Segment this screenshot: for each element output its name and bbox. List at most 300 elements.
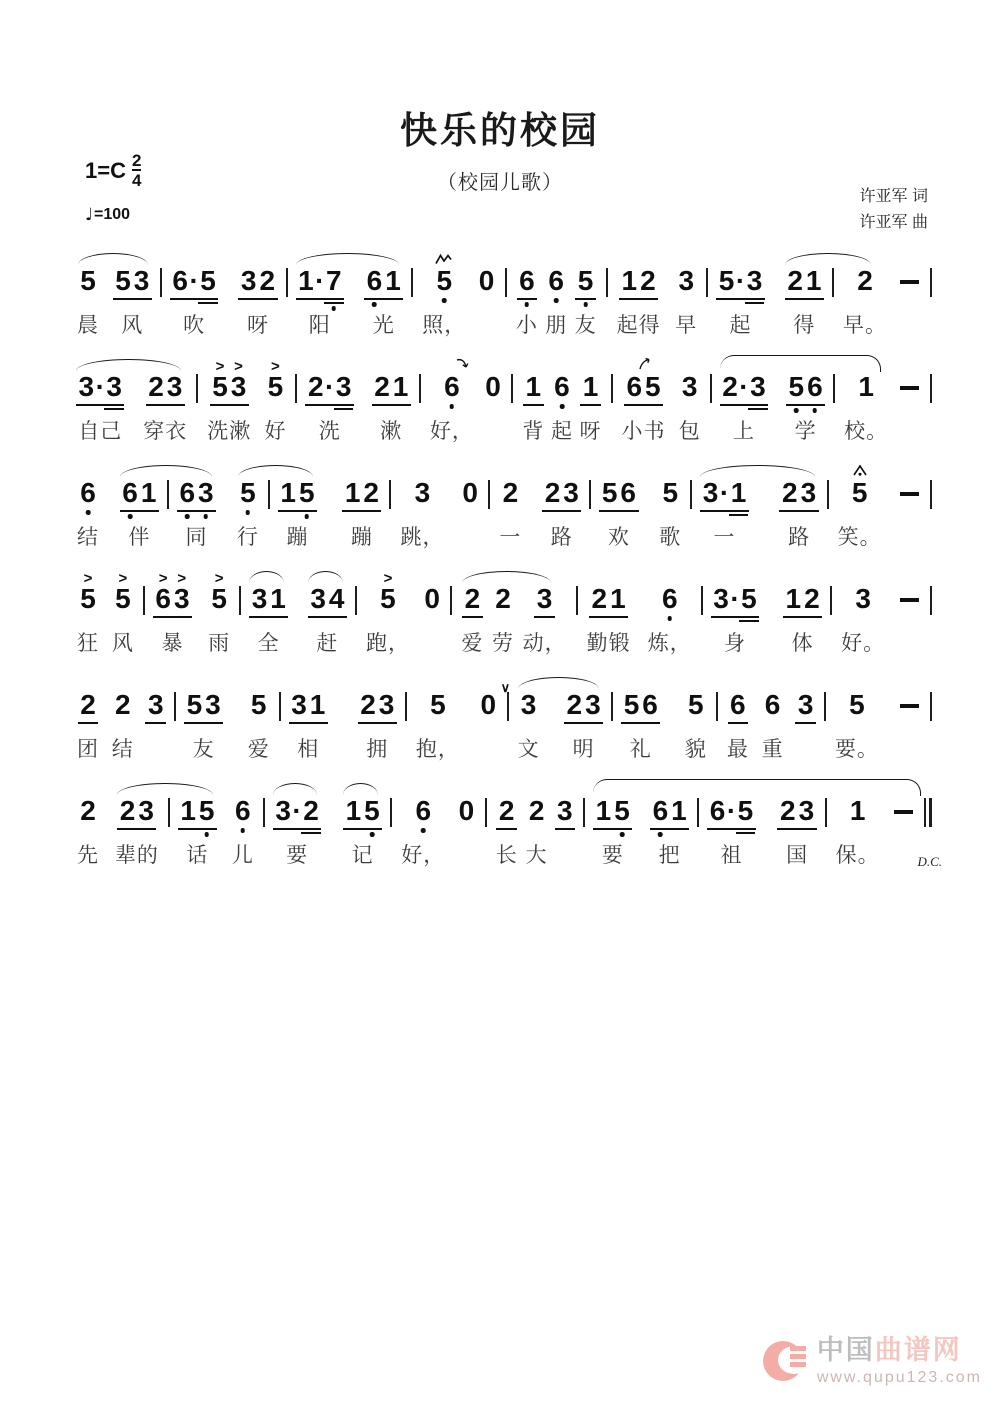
note [178,478,215,508]
lyric-syllable: 起 [550,420,573,443]
watermark-url: www.qupu123.com [816,1368,982,1386]
eighth-underline [296,298,344,300]
held-dash [900,704,919,708]
eighth-underline [619,298,658,300]
note-digit: 5 > [380,570,396,614]
note-cell [898,564,921,655]
lyric-syllable: 跳， [400,526,445,549]
held-dash [900,386,919,390]
lyric-syllable: 明 [572,738,595,761]
lyric-syllable: 伴 [128,526,151,549]
lyric-syllable: 雨 [208,632,231,655]
note [297,266,343,296]
final-bar-thick [929,798,933,827]
eighth-underline [117,828,156,830]
dot-rhythm: · [189,265,199,296]
system-2 [75,352,932,449]
note [717,266,763,296]
lyric-syllable: 结 [111,738,134,761]
gliss-down-icon [455,357,470,371]
eighth-underline [700,510,748,512]
measure [490,458,589,549]
dot-rhythm: · [315,265,325,296]
note-digit: 6 [444,372,460,402]
note-digit: 3 [681,371,698,402]
low-octave-dot [204,832,209,837]
lyric-syllable: 话 [186,844,209,867]
note-digit: 3 [678,265,695,296]
measure [162,246,286,337]
note-cell [600,458,637,549]
eighth-underline [650,828,689,830]
note-cell [401,776,445,867]
note-digit: 3 [798,795,815,826]
lyric-syllable: 貌 [684,738,707,761]
note [234,796,253,826]
note-digit: 5 [578,266,594,296]
note-digit: 2 [640,265,656,296]
lyric-syllable: 长 [495,844,518,867]
note-cell [898,458,921,549]
note-digit: 6 [122,478,138,508]
lyric-syllable: 照， [422,314,467,337]
dot-rhythm: · [292,795,302,826]
slur [720,355,882,372]
note-cell [784,564,821,655]
dot-rhythm: · [719,477,730,508]
measure [413,246,505,337]
note [79,570,98,614]
dc-marking: D.C. [917,854,943,869]
note-digit: 6 [172,265,188,296]
lyric-syllable: 抱， [415,738,460,761]
lyric-syllable: 小 [515,314,538,337]
note [787,372,824,402]
note-digit: 5 [80,265,96,296]
eighth-underline [783,616,822,618]
note [527,796,546,826]
note-cell [112,564,134,655]
note-digit: 1 [849,795,866,826]
note [463,584,482,614]
accent-icon: > [214,570,224,587]
accent-icon: > [118,570,128,587]
barline [930,374,932,403]
eighth-underline [78,722,99,724]
note [79,266,98,296]
barline [930,268,932,297]
note [179,796,216,826]
note-digit: 3 [291,689,307,720]
note [171,266,217,296]
note-digit: 3 [198,478,214,508]
low-octave-dot [86,510,91,515]
note-digit: 6 [80,478,96,508]
note-digit: 1 [582,371,599,402]
note-digit: 5 [186,689,203,720]
lyric-syllable: 大 [525,844,548,867]
eighth-underline [343,828,382,830]
watermark-text [817,1336,982,1386]
note [429,690,448,720]
lyric-syllable: 要。 [834,738,879,761]
note-digit: 6 [415,796,431,826]
lyricist-credit: 许亚军 词 [859,188,928,205]
held-dash [900,280,919,284]
note [708,796,754,826]
note [461,478,480,508]
note-digit: 5 [738,796,754,826]
note-digit: 5 [250,689,267,720]
note-cell [77,776,99,867]
final-barline [917,798,943,869]
note-digit: 1 [621,265,638,296]
note [701,478,747,508]
time-bottom: 4 [131,171,142,190]
eighth-underline [720,404,768,406]
lyric-syllable: 赶 [316,632,339,655]
eighth-underline [153,616,192,618]
accent-icon: > [271,358,280,375]
note-digit: 3 [106,372,122,402]
eighth-underline [177,510,216,512]
lyric-syllable: 自己 [78,420,123,443]
note-digit: 1 [525,371,542,402]
note-digit: 2 [781,477,798,508]
note-cell [416,670,460,761]
note-cell [146,670,165,761]
note-digit: 1 [731,478,747,508]
lyric-syllable: 同 [185,526,208,549]
note-digit: 3 [240,265,257,296]
note [892,796,915,826]
note-cell [373,352,410,443]
note-digit: 6 [653,796,669,826]
note-digit: 7 [326,266,342,296]
note [680,372,699,402]
note-digit: 2 [119,795,136,826]
note-digit: 3 [310,583,326,614]
note-digit: 5 [788,372,804,402]
note-digit: 3 > [173,570,190,614]
note-cell [112,670,134,761]
lyric-syllable: 拥 [366,738,389,761]
note [373,372,410,402]
lyric-syllable: 把 [658,844,681,867]
note-digit: 3 [585,689,601,720]
note [625,372,662,402]
accent-icon: > [215,358,225,375]
eighth-underline [238,298,277,300]
note-digit: 2 [374,371,390,402]
measure [613,670,716,761]
measure [578,564,701,655]
eighth-underline [777,828,816,830]
note [729,690,748,720]
note [712,584,758,614]
tempo-marking [85,205,130,225]
lyric-syllable: 呀 [246,314,269,337]
note-digit: 1 [385,265,401,296]
note-digit: 3 [251,583,268,614]
note [497,796,516,826]
note-cell [898,352,921,443]
note [274,796,320,826]
double-underline [301,832,321,834]
note [581,372,600,402]
note-cell [154,564,191,655]
note-digit: 5 > [80,570,96,614]
song-title: 快乐的校园 [400,110,600,151]
note [185,690,222,720]
note-cell [575,246,597,337]
low-octave-dot [185,514,190,519]
measure [513,352,610,443]
note-digit: 5 [240,478,256,508]
note [121,478,158,508]
score [75,246,943,882]
lyric-syllable: 儿 [231,844,254,867]
note-cell [248,670,270,761]
lyric-syllable: 重 [761,738,784,761]
note [477,266,496,296]
note-digit: 2 [363,477,379,508]
eighth-underline [358,722,397,724]
note-digit: 5 [645,371,661,402]
note-digit: 2 [307,371,324,402]
note [146,690,165,720]
lyric-syllable: 爱 [461,632,484,655]
note-digit: 1 [671,795,687,826]
accent-icon: > [83,570,93,587]
note [210,570,229,614]
note-digit: 1 [280,477,296,508]
time-signature [132,152,141,189]
note-cell [479,670,511,761]
eighth-underline [785,298,824,300]
note-cell [685,670,707,761]
note [154,570,191,614]
lyric-syllable: 得 [793,314,816,337]
lyric-syllable: 好。 [841,632,886,655]
lyric-syllable: 勤锻 [586,632,631,655]
note-digit: 0 [424,583,440,614]
note-digit: 5 [199,796,215,826]
measure [829,458,930,549]
eighth-underline [372,404,411,406]
lyric-syllable: 好， [429,420,474,443]
lyric-syllable: 光 [372,314,395,337]
note [622,690,659,720]
measure [391,458,488,549]
low-octave-dot [442,298,447,303]
measure [297,352,418,443]
note [457,796,476,826]
lyric-syllable: 狂 [77,632,99,655]
note [898,478,921,508]
note-cell [522,352,544,443]
accent-icon: > [234,358,243,375]
lyric-syllable: 呀 [579,420,602,443]
note [77,372,123,402]
final-bar-thin [924,798,926,827]
note [414,796,433,826]
note [443,372,462,402]
measure [718,670,824,761]
note [600,478,637,508]
note-cell [77,564,99,655]
eighth-underline [249,616,288,618]
note-cell [556,776,575,867]
eighth-underline [146,404,185,406]
double-underline [324,302,344,304]
note [856,266,875,296]
note-digit: 1 [298,265,314,296]
lyric-syllable: 炼， [647,632,692,655]
lyric-syllable: 国 [786,844,809,867]
low-octave-dot [658,832,663,837]
lyric-syllable: 要 [286,844,309,867]
lyric-syllable: 礼 [629,738,652,761]
measure [281,670,405,761]
note-cell [838,458,882,549]
dot-rhythm: · [730,583,740,614]
double-underline [198,302,218,304]
note [114,266,151,296]
note-digit: 3 [536,583,553,614]
note-cell [430,352,474,443]
note [239,266,276,296]
note-cell [232,776,254,867]
note-digit: 5 [623,689,640,720]
note-digit: 5 [200,266,216,296]
system-3 [75,458,932,555]
note-cell [457,776,476,867]
note-digit: 5 [115,265,131,296]
note [147,372,184,402]
lyric-syllable: 风 [121,314,144,337]
low-octave-dot [560,404,565,409]
measure [75,564,143,655]
tempo-value: =100 [94,206,131,223]
lyric-syllable: 团 [77,738,99,761]
note-digit: 5 [741,584,757,614]
lyric-syllable: 友 [574,314,597,337]
note-cell [359,670,396,761]
lyric-syllable: 跑， [365,632,410,655]
lyric-syllable: 学 [794,420,817,443]
note-digit: 3 [702,477,719,508]
note-digit: 1 [270,583,286,614]
note-cell [461,458,480,549]
note [239,478,258,508]
double-underline [334,408,354,410]
eighth-underline [624,404,663,406]
double-underline [745,302,765,304]
lyric-syllable: 好 [264,420,287,443]
time-top: 2 [131,151,142,170]
note-digit: 5 [852,478,868,508]
measure [392,776,484,867]
note-cell [679,352,701,443]
note [850,478,869,508]
note-digit: 5 > [211,570,227,614]
low-octave-dot [525,302,530,307]
note-digit: 6 [642,689,658,720]
eighth-underline [575,298,596,300]
lyric-syllable: 阳 [308,314,331,337]
low-octave-dot [204,514,209,519]
lyric-syllable: 体 [791,632,814,655]
lyric-syllable: 笑。 [837,526,882,549]
note-digit: 0 [462,477,478,508]
note [535,584,554,614]
note-digit: 5 [662,477,679,508]
note [306,372,352,402]
eighth-underline [289,722,328,724]
low-octave-dot [372,302,377,307]
note [279,478,316,508]
lyric-syllable: 歌 [659,526,682,549]
lyric-syllable: 上 [732,420,755,443]
note-digit: 1 [140,477,157,508]
note-cell [551,352,573,443]
eighth-underline [145,722,166,724]
note [763,690,782,720]
lyric-syllable: 保。 [835,844,880,867]
lyric-syllable: 穿衣 [143,420,188,443]
note [79,690,98,720]
double-underline [736,832,756,834]
note-cell [648,564,692,655]
note [594,796,631,826]
note [553,372,572,402]
barline [930,586,932,615]
note-digit: 6 [548,266,564,296]
note-digit: 5 > [267,358,284,402]
note [898,690,921,720]
accent-icon: > [177,570,187,587]
eighth-underline [795,722,816,724]
note-cell [841,564,885,655]
note-cell [499,458,521,549]
note-digit: 6 [807,372,823,402]
note [543,478,580,508]
key-signature [85,152,141,189]
key-label: 1=C [85,157,126,183]
note [547,266,566,296]
lyric-syllable: 洗 [318,420,341,443]
note-cell [675,246,697,337]
lyric-syllable: 友 [192,738,215,761]
note-digit: 1 [180,795,196,826]
note-digit: 0 [478,265,495,296]
note-cell [543,458,580,549]
note-digit: 1 [345,795,362,826]
eighth-underline [113,298,152,300]
note-digit: 3 [336,372,352,402]
note [290,690,327,720]
note [898,584,921,614]
accent-icon: > [158,570,168,587]
note-digit: 3 [797,689,814,720]
note [898,372,921,402]
lyric-syllable: 全 [257,632,280,655]
measure [507,246,606,337]
lyric-syllable: 相 [297,738,320,761]
note-digit: 3 [563,477,579,508]
lyric-syllable: 起得 [616,314,661,337]
